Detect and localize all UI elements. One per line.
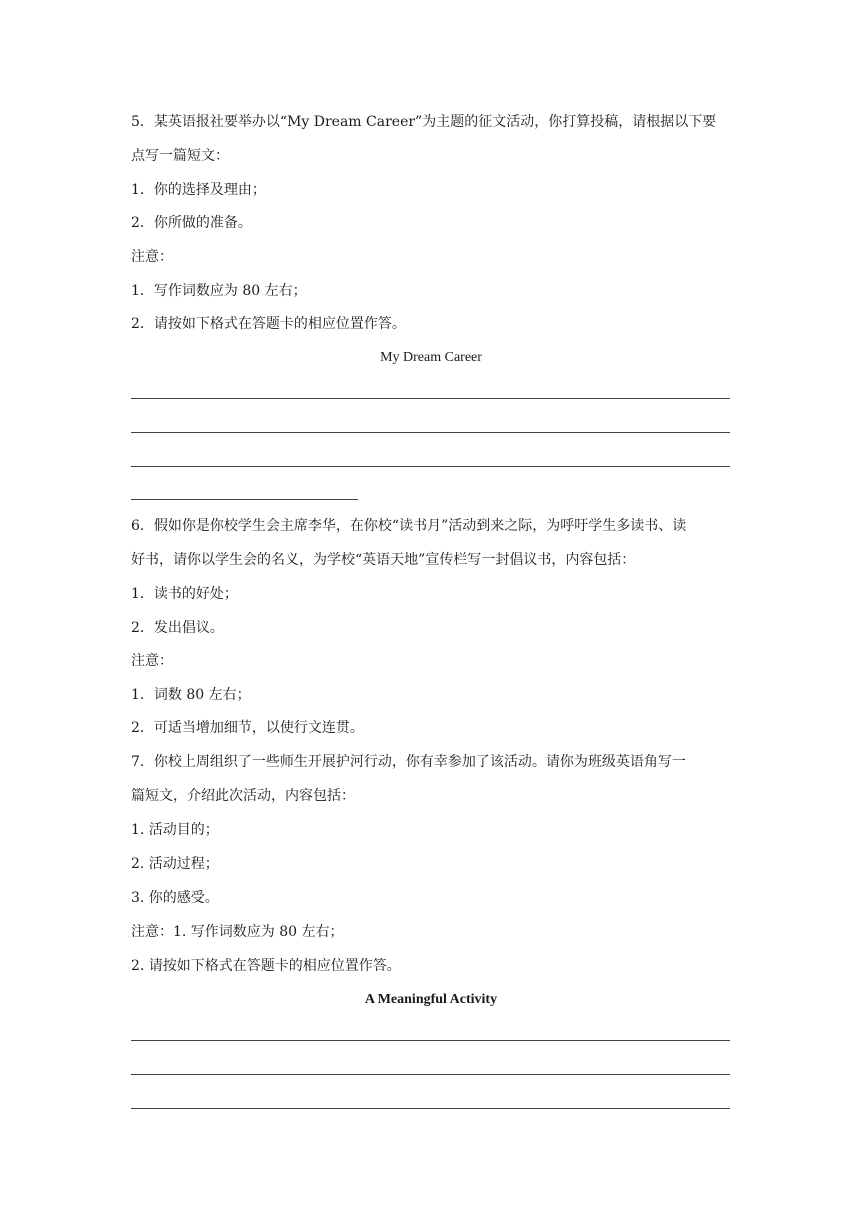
q7-point2: 2. 活动过程； bbox=[131, 856, 219, 872]
q7-answer-line-3[interactable] bbox=[131, 1108, 730, 1109]
q5-prompt-line1: 5．某英语报社要举办以“My Dream Career”为主题的征文活动，你打算投稿，请根据以下要 bbox=[131, 114, 717, 130]
q5-answer-line-2[interactable] bbox=[131, 432, 730, 433]
q7-point1: 1. 活动目的； bbox=[131, 822, 219, 838]
q5-answer-line-1[interactable] bbox=[131, 398, 730, 399]
q5-point2: 2．你所做的准备。 bbox=[131, 215, 252, 231]
q7-essay-title: A Meaningful Activity bbox=[364, 992, 498, 1007]
q6-prompt-line2: 好书，请你以学生会的名义，为学校“英语天地”宣传栏写一封倡议书，内容包括： bbox=[131, 552, 636, 568]
q7-prompt-line2: 篇短文，介绍此次活动，内容包括： bbox=[131, 788, 355, 804]
q5-note-label: 注意： bbox=[131, 249, 173, 265]
q6-prompt-line1: 6．假如你是你校学生会主席李华，在你校“读书月”活动到来之际，为呼吁学生多读书、读 bbox=[131, 518, 687, 534]
q7-note1: 注意：1. 写作词数应为 80 左右； bbox=[131, 924, 344, 940]
q6-point2: 2．发出倡议。 bbox=[131, 620, 224, 636]
q5-prompt-line2: 点写一篇短文： bbox=[131, 148, 229, 164]
q7-answer-line-1[interactable] bbox=[131, 1040, 730, 1041]
q5-note2: 2．请按如下格式在答题卡的相应位置作答。 bbox=[131, 316, 406, 332]
q7-note2: 2. 请按如下格式在答题卡的相应位置作答。 bbox=[131, 958, 401, 974]
q5-answer-line-4[interactable] bbox=[131, 499, 358, 500]
q5-point1: 1．你的选择及理由； bbox=[131, 182, 266, 198]
q5-answer-line-3[interactable] bbox=[131, 466, 730, 467]
q6-point1: 1．读书的好处； bbox=[131, 586, 238, 602]
q6-note-label: 注意： bbox=[131, 653, 173, 669]
q6-note1: 1．词数 80 左右； bbox=[131, 687, 251, 703]
q7-point3: 3. 你的感受。 bbox=[131, 890, 219, 906]
q7-prompt-line1: 7．你校上周组织了一些师生开展护河行动，你有幸参加了该活动。请你为班级英语角写一 bbox=[131, 754, 686, 770]
q6-note2: 2．可适当增加细节，以使行文连贯。 bbox=[131, 720, 364, 736]
q7-answer-line-2[interactable] bbox=[131, 1074, 730, 1075]
q5-essay-title: My Dream Career bbox=[380, 350, 482, 365]
q5-note1: 1．写作词数应为 80 左右； bbox=[131, 283, 307, 299]
